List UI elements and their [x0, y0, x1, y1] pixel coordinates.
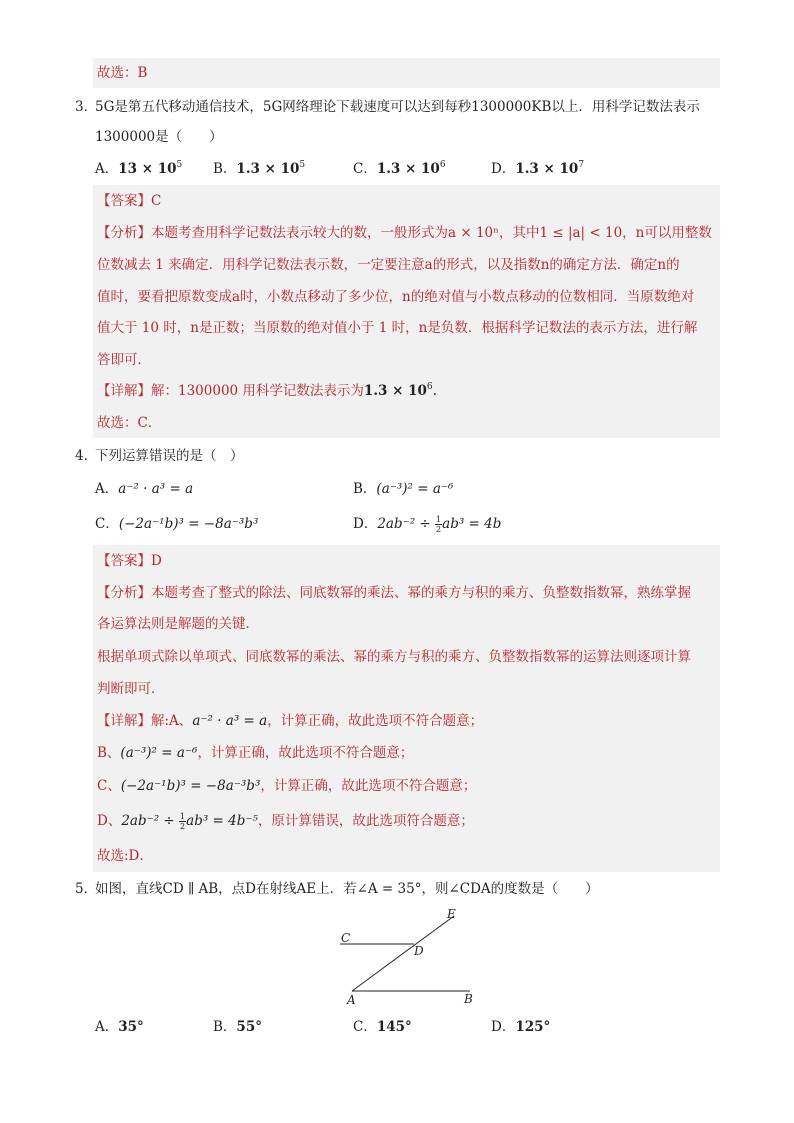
q4-analysis-line4: 判断即可． [97, 681, 165, 697]
q3-final-answer: 故选：C． [97, 415, 162, 431]
q5-option-c: C．145° [353, 1019, 412, 1035]
q3-option-c: C．$1.3 \times 10^6$ [353, 160, 446, 177]
q3-analysis-line4: 值大于 10 时，n是正数；当原数的绝对值小于 1 时，n是负数．根据科学记数法的表示方法，进行解 [97, 320, 698, 336]
label-d: D [414, 944, 424, 958]
q3-analysis-line1: 【分析】本题考查用科学记数法表示较大的数，一般形式为a × 10ⁿ，其中1 ≤ |a| < 10，n可以用整数 [97, 225, 712, 241]
label-e: E [447, 907, 456, 921]
q5-option-a: A．35° [95, 1019, 144, 1035]
q5-option-d: D．125° [491, 1019, 551, 1035]
q5-option-b: B．55° [213, 1019, 262, 1035]
q4-detail-line4: D、2ab⁻² ÷ $\frac{1}{2}$ ab³ = 4b⁻⁵，原计算错误，故此选项符合题意； [97, 812, 474, 831]
prev-final-answer: 故选：B [97, 65, 148, 81]
q3-detail: 【详解】解：1300000 用科学记数法表示为$1.3 \times 10^6$. [97, 382, 437, 399]
q3-analysis-line3: 值时，要看把原数变成a时，小数点移动了多少位，n的绝对值与小数点移动的位数相同．当原数绝对 [97, 289, 695, 305]
q4-option-b: B．(a⁻³)² = a⁻⁶ [353, 481, 454, 497]
q3-stem-line2: 1300000是（ ） [95, 129, 223, 145]
q3-analysis-line2: 位数减去 1 来确定．用科学记数法表示数，一定要注意a的形式，以及指数n的确定方法．确定n的 [97, 257, 680, 273]
q5-geometry-figure [330, 902, 490, 1012]
label-a: A [347, 993, 356, 1007]
q4-analysis-line1: 【分析】本题考查了整式的除法、同底数幂的乘法、幂的乘方与积的乘方、负整数指数幂，熟练掌握 [97, 585, 691, 601]
q4-analysis-line2: 各运算法则是解题的关键． [97, 616, 259, 632]
q3-option-a: A．$13 \times 10^5$ [95, 160, 183, 177]
q3-stem-line1: 5G是第五代移动通信技术，5G网络理论下载速度可以达到每秒1300000KB以上．用科学记数法表示 [95, 99, 700, 115]
q3-analysis-line5: 答即可． [97, 352, 151, 368]
prev-answer-box [93, 58, 720, 88]
ray-ae [352, 916, 454, 991]
q5-stem: 如图，直线CD ∥ AB，点D在射线AE上．若∠A = 35°，则∠CDA的度数是（ ） [95, 881, 599, 897]
q5-number: 5． [75, 881, 98, 897]
q4-detail-line1: 【详解】解:A、a⁻² · a³ = a，计算正确，故此选项不符合题意； [97, 713, 484, 729]
q4-analysis-line3: 根据单项式除以单项式、同底数幂的乘法、幂的乘方与积的乘方、负整数指数幂的运算法则逐项计算 [97, 649, 691, 665]
q4-detail-line3: C、(−2a⁻¹b)³ = −8a⁻³b³，计算正确，故此选项不符合题意； [97, 778, 477, 794]
q3-option-d: D．$1.3 \times 10^7$ [491, 160, 585, 177]
q4-detail-line2: B、(a⁻³)² = a⁻⁶，计算正确，故此选项不符合题意； [97, 745, 414, 761]
q3-number: 3． [75, 99, 98, 115]
q4-stem: 下列运算错误的是（ ） [95, 448, 244, 464]
q4-option-c: C．(−2a⁻¹b)³ = −8a⁻³b³ [95, 516, 259, 532]
q3-answer: 【答案】C [97, 193, 162, 209]
label-b: B [464, 992, 473, 1006]
q4-option-a: A．a⁻² · a³ = a [95, 481, 194, 497]
label-c: C [341, 931, 351, 945]
q4-number: 4． [75, 448, 98, 464]
q4-option-d: D．2ab⁻² ÷ $\frac{1}{2}$ ab³ = 4b [353, 515, 502, 534]
q4-final-answer: 故选:D． [97, 848, 153, 864]
q4-answer: 【答案】D [97, 553, 162, 569]
q3-option-b: B．$1.3 \times 10^5$ [213, 160, 306, 177]
